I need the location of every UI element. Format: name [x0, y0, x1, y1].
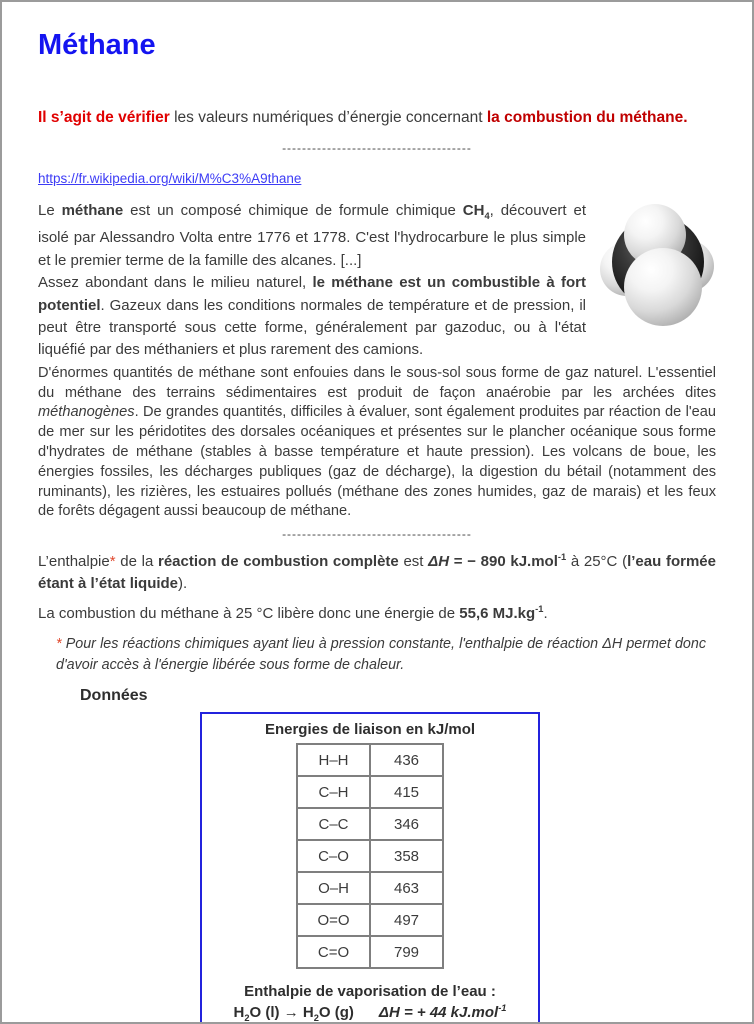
table-row — [297, 904, 443, 936]
paragraph-methane-definition: Le méthane est un composé chimique de formule chimique $CH_4$, découvert et isolé par Alessandro Volta entre 1776 et 1778. C'est l'hydrocarbure le plus simple et le premier terme de la famille des alcanes. [...] — [38, 202, 586, 269]
methane-molecule-image — [600, 204, 714, 326]
bond-cell: C–C — [297, 808, 370, 840]
value-cell: 436 — [370, 744, 443, 776]
table-row — [297, 840, 443, 872]
donnees-heading: Données — [80, 687, 148, 705]
hydrogen-sphere — [624, 248, 702, 326]
bond-energies-caption: Energies de liaison en kJ/mol — [264, 721, 476, 739]
link-row — [38, 170, 716, 188]
paragraph-methane-combustible: Assez abondant dans le milieu naturel, le méthane est un combustible à fort potentiel. Gazeux dans les conditions normales de température et de pression, il peut être transporté sous cette forme, généralement par gazoduc, ou à l'état liquéfié par des méthaniers et plus rarement des camions. — [38, 274, 586, 359]
vaporization-equation: $H_2O$ $(l) \to H_2O$ (g) ΔH = + 44 kJ.mol$^{-1}$ — [233, 1003, 507, 1024]
table-row — [297, 808, 443, 840]
table-row — [297, 776, 443, 808]
data-box — [200, 712, 540, 1024]
table-row — [297, 744, 443, 776]
bond-cell: C–O — [297, 840, 370, 872]
paragraph-methane-sources: D'énormes quantités de méthane sont enfouies dans le sous-sol sous forme de gaz naturel. L'essentiel du méthane des terrains sédimentaires est produit de façon anaérobie par les archées dites méthanogènes. De grandes quantités, difficiles à évaluer, sont également produites par réaction de l'eau de mer sur les péridotites des dorsales océaniques et présentes sur le plancher océanique sous forme d'hydrates de méthane (stables à basse température et haute pression). Les volcans de boue, les énergies fossiles, les décharges publiques (gaz de décharge), la digestion du bétail (notamment des ruminants), les rizières, les estuaires pollués (méthane des zones humides, gaz de marais) et les feux de forêts dégagent aussi beaucoup de méthane. — [38, 364, 716, 520]
bond-energies-table — [296, 743, 444, 969]
value-cell: 463 — [370, 872, 443, 904]
asterisk-footnote: * Pour les réactions chimiques ayant lieu à pression constante, l'enthalpie de réaction ΔH permet donc d'avoir accès à l'énergie libérée sous forme de chaleur. — [56, 636, 706, 674]
article-paragraph-1 — [38, 200, 716, 362]
value-cell: 358 — [370, 840, 443, 872]
bond-cell: O–H — [297, 872, 370, 904]
value-cell: 497 — [370, 904, 443, 936]
page-title: Méthane — [38, 29, 156, 61]
value-cell: 415 — [370, 776, 443, 808]
table-row — [297, 872, 443, 904]
bond-cell: C–H — [297, 776, 370, 808]
table-row — [297, 936, 443, 968]
bond-cell: O=O — [297, 904, 370, 936]
value-cell: 346 — [370, 808, 443, 840]
value-cell: 799 — [370, 936, 443, 968]
bond-cell: H–H — [297, 744, 370, 776]
bond-cell: C=O — [297, 936, 370, 968]
wikipedia-link[interactable]: https://fr.wikipedia.org/wiki/M%C3%A9thane — [38, 171, 302, 186]
combustion-energy-line: La combustion du méthane à 25 °C libère donc une énergie de 55,6 $MJ.kg^{-1}$. — [38, 604, 548, 623]
enthalpy-line: L’enthalpie* de la réaction de combustion complète est ΔH = − 890 kJ.mol$^{-1}$ à 25°C (l’eau formée étant à l’état liquide). — [38, 552, 716, 593]
intro-line: Il s’agit de vérifier les valeurs numériques d’énergie concernant la combustion du méthane. — [38, 109, 688, 126]
separator-1: -------------------------------------- — [282, 141, 472, 155]
vaporization-title: Enthalpie de vaporisation de l’eau : — [244, 983, 496, 1001]
separator-2: -------------------------------------- — [282, 527, 472, 542]
